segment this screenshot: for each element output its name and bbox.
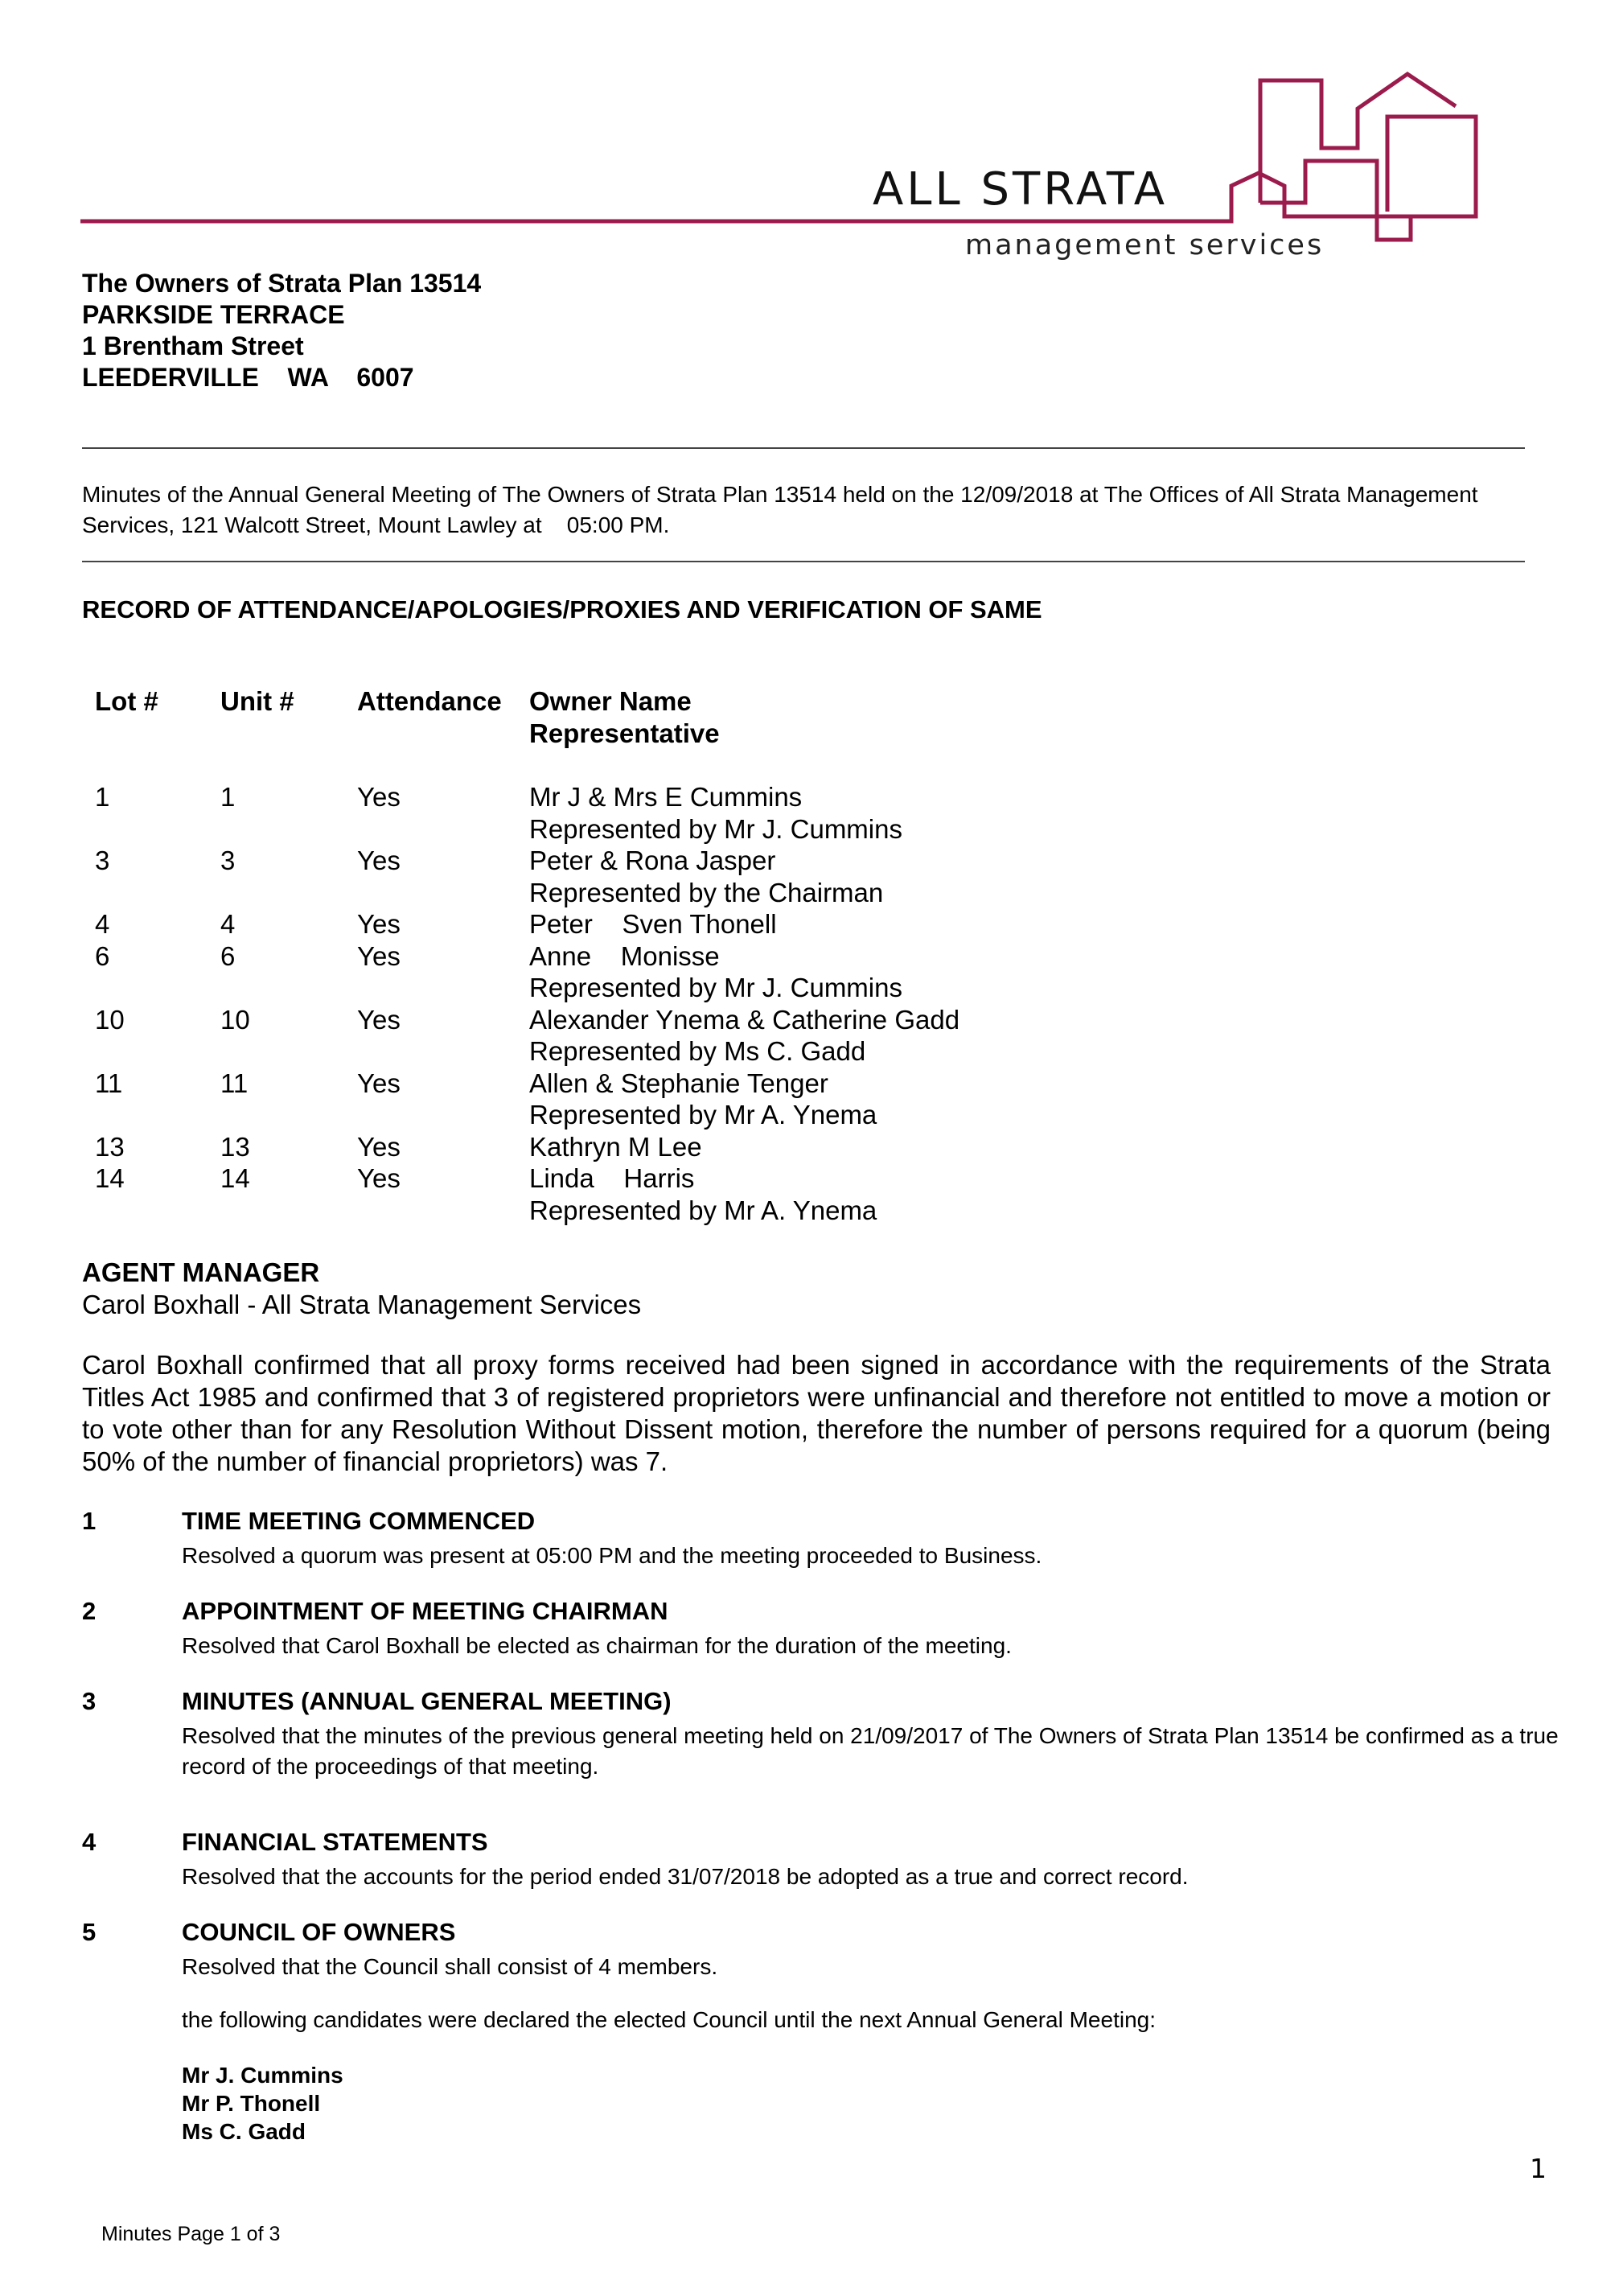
representative-cell: Represented by the Chairman [529, 877, 884, 907]
owner-cell: Kathryn M Lee [529, 1131, 702, 1162]
lot-cell: 11 [95, 1068, 123, 1098]
owner-cell: Allen & Stephanie Tenger [529, 1068, 828, 1098]
attendance-cell: Yes [357, 1131, 401, 1162]
item-number: 4 [82, 1828, 97, 1856]
owner-cell: Mr J & Mrs E Cummins [529, 782, 803, 812]
item-title: COUNCIL OF OWNERS [182, 1918, 456, 1946]
council-member: Mr P. Thonell [182, 2091, 321, 2116]
col-lot: Lot # [95, 686, 158, 716]
address-line: LEEDERVILLE WA 6007 [82, 363, 414, 392]
recipient-address [82, 268, 481, 393]
council-member: Mr J. Cummins [182, 2063, 343, 2088]
council-member: Ms C. Gadd [182, 2119, 306, 2144]
item-number: 3 [82, 1687, 97, 1715]
agent-manager [82, 1257, 641, 1321]
unit-cell: 4 [220, 909, 236, 939]
representative-cell: Represented by Mr J. Cummins [529, 813, 902, 844]
item-title: MINUTES (ANNUAL GENERAL MEETING) [182, 1687, 672, 1715]
unit-cell: 3 [220, 846, 236, 875]
owner-cell: Peter Sven Thonell [529, 909, 777, 939]
unit-cell: 11 [220, 1068, 249, 1098]
buildings-logo-icon [80, 68, 1544, 270]
item-title: FINANCIAL STATEMENTS [182, 1828, 488, 1856]
agent-name: Carol Boxhall - All Strata Management Services [82, 1290, 642, 1319]
item-body: Resolved that the accounts for the period ended 31/07/2018 be adopted as a true and correct record. [182, 1864, 1189, 1889]
address-line: The Owners of Strata Plan 13514 [82, 269, 482, 298]
representative-cell: Represented by Mr J. Cummins [529, 973, 902, 1002]
item-body: Resolved a quorum was present at 05:00 PM and the meeting proceeded to Business. [182, 1543, 1042, 1568]
owner-cell: Anne Monisse [529, 940, 720, 971]
divider [82, 447, 1525, 449]
page-number: 1 [1530, 2153, 1547, 2184]
item-number: 1 [82, 1507, 97, 1535]
col-attendance: Attendance [357, 686, 502, 716]
lot-cell: 14 [95, 1163, 125, 1193]
lot-cell: 1 [95, 782, 110, 812]
unit-cell: 13 [220, 1131, 250, 1162]
col-unit: Unit # [220, 686, 294, 716]
col-representative: Representative [529, 718, 720, 748]
item-title: APPOINTMENT OF MEETING CHAIRMAN [182, 1597, 668, 1625]
attendance-heading: RECORD OF ATTENDANCE/APOLOGIES/PROXIES AND VERIFICATION OF SAME [82, 595, 1042, 623]
attendance-cell: Yes [357, 782, 401, 812]
logo-tagline: management services [965, 229, 1325, 261]
attendance-cell: Yes [357, 1068, 401, 1098]
owner-cell: Linda Harris [529, 1163, 695, 1193]
attendance-cell: Yes [357, 846, 401, 875]
representative-cell: Represented by Mr A. Ynema [529, 1100, 877, 1129]
company-logo [80, 68, 1544, 270]
council-members [182, 2061, 343, 2146]
unit-cell: 14 [220, 1163, 250, 1193]
quorum-paragraph: Carol Boxhall confirmed that all proxy forms received had been signed in accordance with the requirements of the Strata Titles Act 1985 and confirmed that 3 of registered proprietors were unfinancial and therefore not entitled to move a motion or to vote other than for any Resolution Without Dissent motion, therefore the number of persons required for a quorum (being 50% of the number of financial proprietors) was 7. [82, 1350, 1551, 1476]
item-body: Resolved that Carol Boxhall be elected as chairman for the duration of the meeting. [182, 1633, 1012, 1658]
attendance-cell: Yes [357, 1163, 401, 1193]
representative-cell: Represented by Ms C. Gadd [529, 1036, 866, 1066]
item-body: Resolved that the Council shall consist of 4 members. [182, 1954, 718, 1979]
attendance-cell: Yes [357, 1004, 401, 1035]
item-number: 5 [82, 1918, 97, 1946]
meeting-intro: Minutes of the Annual General Meeting of The Owners of Strata Plan 13514 held on the 12/09/2018 at The Offices of All Strata Management Services, 121 Walcott Street, Mount Lawley at 05:00 PM. [82, 482, 1485, 537]
lot-cell: 4 [95, 909, 110, 939]
unit-cell: 6 [220, 940, 236, 971]
lot-cell: 10 [95, 1004, 125, 1035]
item-number: 2 [82, 1597, 97, 1625]
agent-heading: AGENT MANAGER [82, 1257, 320, 1287]
owner-cell: Alexander Ynema & Catherine Gadd [529, 1004, 960, 1035]
page-footer: Minutes Page 1 of 3 [101, 2223, 281, 2245]
unit-cell: 1 [220, 782, 236, 812]
logo-wordmark: ALL STRATA [873, 163, 1169, 216]
divider [82, 561, 1525, 562]
attendance-cell: Yes [357, 909, 401, 939]
address-line: PARKSIDE TERRACE [82, 300, 345, 329]
lot-cell: 3 [95, 846, 110, 875]
lot-cell: 13 [95, 1131, 125, 1162]
item-body-note: the following candidates were declared the elected Council until the next Annual General Meeting: [182, 2007, 1156, 2032]
col-owner: Owner Name [529, 686, 692, 716]
unit-cell: 10 [220, 1004, 250, 1035]
lot-cell: 6 [95, 940, 110, 971]
item-body: Resolved that the minutes of the previous general meeting held on 21/09/2017 of The Owners of Strata Plan 13514 be confirmed as a true record of the proceedings of that meeting. [182, 1723, 1559, 1779]
representative-cell: Represented by Mr A. Ynema [529, 1195, 877, 1225]
address-line: 1 Brentham Street [82, 331, 304, 360]
item-title: TIME MEETING COMMENCED [182, 1507, 536, 1535]
attendance-cell: Yes [357, 940, 401, 971]
owner-cell: Peter & Rona Jasper [529, 846, 776, 875]
